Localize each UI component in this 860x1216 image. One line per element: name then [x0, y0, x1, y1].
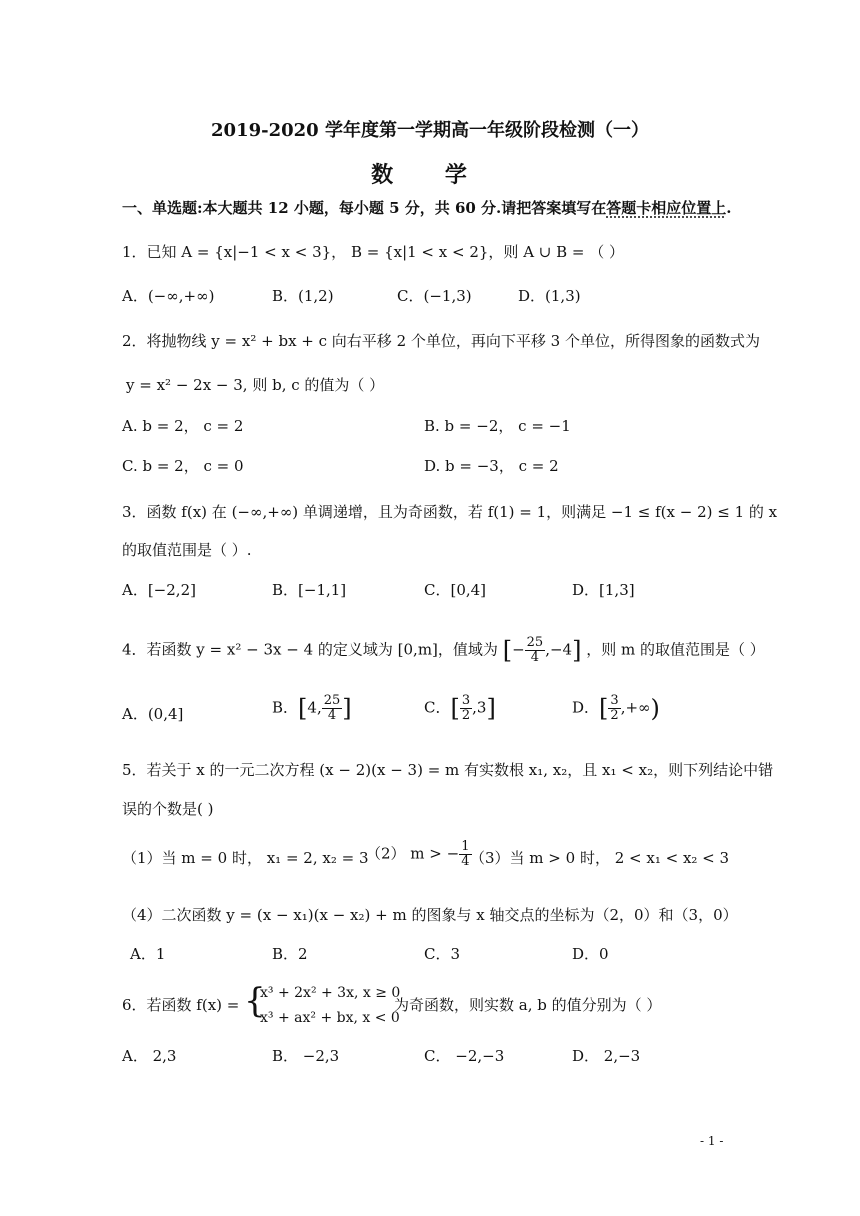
question-1-stem: 1．已知 A = {x|−1 < x < 3}， B = {x|1 < x < 2}，则 A ∪ B = （ ） — [122, 243, 625, 261]
question-6-stem-end: 为奇函数，则实数 a, b 的值分别为（ ） — [394, 996, 662, 1014]
question-1-option-c: C．(−1,3) — [397, 287, 472, 305]
section-label-emphasis: 答题卡相应位置上 — [606, 199, 727, 217]
question-3-option-a: A．[−2,2] — [122, 581, 196, 599]
question-4-option-b: B．[4, $\frac{25}{4}$ ] — [272, 693, 352, 723]
question-5-option-d: D．0 — [572, 945, 609, 963]
piecewise-brace: { — [244, 981, 266, 1021]
range-end: ,−4 — [545, 640, 573, 659]
section-label-end: . — [726, 199, 732, 217]
question-6-stem-start: 6．若函数 f(x) = — [122, 996, 240, 1014]
question-3-option-b: B．[−1,1] — [272, 581, 347, 599]
question-2-stem: 2．将抛物线 y = x² + bx + c 向右平移 2 个单位，再向下平移 3 个单位，所得图象的函数式为 — [122, 332, 760, 350]
question-5-statement-4: （4）二次函数 y = (x − x₁)(x − x₂) + m 的图象与 x 轴交点的坐标为（2，0）和（3，0） — [122, 906, 738, 924]
question-3-option-c: C．[0,4] — [424, 581, 487, 599]
question-5-stem-continued: 误的个数是( ) — [122, 800, 214, 818]
range-sign: − — [512, 640, 525, 659]
question-4-stem-end: ，则 m 的取值范围是（ ） — [586, 640, 765, 659]
question-5-option-c: C．3 — [424, 945, 461, 963]
range-fraction: $\frac{25}{4}$ — [526, 635, 544, 665]
question-4-option-d: D．[ $\frac{3}{2}$ ,+∞) — [572, 693, 660, 723]
question-3-option-d: D．[1,3] — [572, 581, 635, 599]
question-1-option-a: A．(−∞,+∞) — [122, 287, 215, 305]
question-6-option-d: D． 2,−3 — [572, 1047, 641, 1065]
question-1-option-b: B．(1,2) — [272, 287, 334, 305]
question-6-option-c: C． −2,−3 — [424, 1047, 505, 1065]
question-6-option-a: A． 2,3 — [122, 1047, 177, 1065]
question-3-stem: 3．函数 f(x) 在 (−∞,+∞) 单调递增，且为奇函数，若 f(1) = 1，则满足 −1 ≤ f(x − 2) ≤ 1 的 x — [122, 503, 778, 521]
question-4-option-c: C．[ $\frac{3}{2}$ ,3] — [424, 693, 496, 723]
question-4-stem: 4．若函数 y = x² − 3x − 4 的定义域为 [0,m]，值域为 [− $\frac{25}{4}$ ,−4] ，则 m 的取值范围是（ ） — [122, 635, 765, 665]
question-2-option-d: D. b = −3， c = 2 — [424, 457, 559, 475]
subject-heading: 数 学 — [371, 162, 489, 188]
page-number: - 1 - — [700, 1134, 724, 1148]
question-2-option-b: B. b = −2， c = −1 — [424, 417, 571, 435]
question-5-option-b: B．2 — [272, 945, 308, 963]
question-5-statement-1: （1）当 m = 0 时， x₁ = 2, x₂ = 3 — [122, 849, 369, 867]
page-title: 2019-2020 学年度第一学期高一年级阶段检测（一） — [211, 120, 649, 141]
piecewise-case-1: x³ + 2x² + 3x, x ≥ 0 — [260, 985, 401, 1001]
question-2-option-a: A. b = 2， c = 2 — [122, 417, 244, 435]
question-5-stem: 5．若关于 x 的一元二次方程 (x − 2)(x − 3) = m 有实数根 x₁, x₂，且 x₁ < x₂，则下列结论中错 — [122, 761, 774, 779]
question-4-option-a: A．(0,4] — [122, 705, 184, 723]
question-4-stem-start: 4．若函数 y = x² − 3x − 4 的定义域为 [0,m]，值域为 — [122, 640, 498, 659]
question-2-option-c: C. b = 2， c = 0 — [122, 457, 244, 475]
section-heading — [122, 198, 732, 218]
question-5-statement-2: （2） m > − $\frac{1}{4}$ — [366, 839, 470, 869]
section-label: 一、单选题:本大题共 12 小题，每小题 5 分，共 60 分.请把答案填写在 — [122, 199, 607, 217]
question-1-option-d: D．(1,3) — [518, 287, 581, 305]
piecewise-case-2: x³ + ax² + bx, x < 0 — [260, 1010, 400, 1026]
question-3-stem-continued: 的取值范围是（ ）. — [122, 541, 252, 559]
question-6-option-b: B． −2,3 — [272, 1047, 340, 1065]
question-5-option-a: A．1 — [130, 945, 166, 963]
question-2-stem-continued: y = x² − 2x − 3, 则 b, c 的值为（ ） — [126, 376, 385, 394]
question-5-statement-3: （3）当 m > 0 时， 2 < x₁ < x₂ < 3 — [470, 849, 730, 867]
